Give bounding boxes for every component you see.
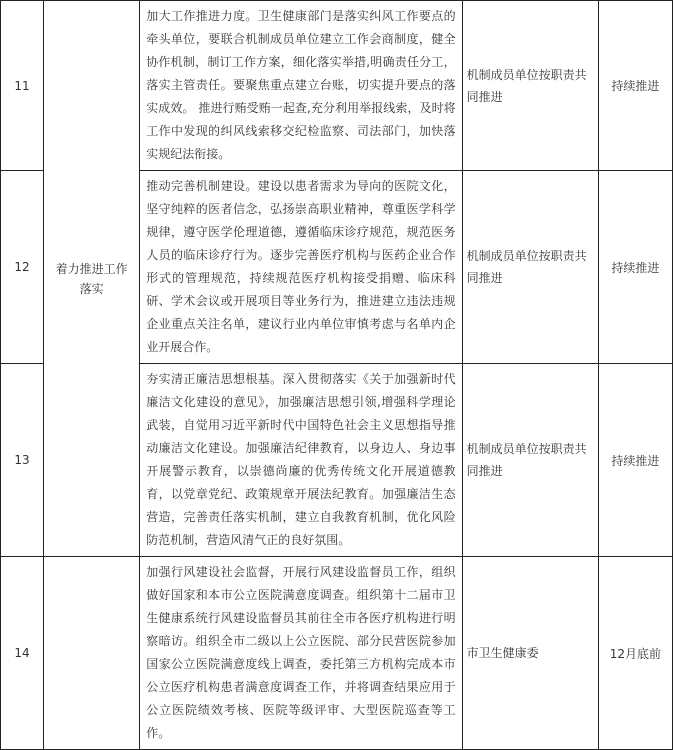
row-number: 14 <box>1 557 44 750</box>
table-row <box>1 1 673 171</box>
deadline: 持续推进 <box>598 171 672 364</box>
category-cell: 着力推进工作落实 <box>44 1 140 557</box>
task-description: 加大工作推进力度。卫生健康部门是落实纠风工作要点的牵头单位，要联合机制成员单位建立工作会商制度，健全协作机制，制订工作方案，细化落实举措,明确责任分工，落实主管责任。要聚焦重点建立台账，切实提升要点的落实成效。 推进行贿受贿一起查,充分利用举报线索，及时将工作中发现的纠风线索移交纪检监察、司法部门，加快落实规纪法衔接。 <box>140 1 462 171</box>
row-number: 11 <box>1 1 44 171</box>
responsible-unit: 机制成员单位按职责共同推进 <box>462 171 598 364</box>
deadline: 12月底前 <box>598 557 672 750</box>
task-description: 加强行风建设社会监督，开展行风建设监督员工作，组织做好国家和本市公立医院满意度调查。组织第十二届市卫生健康系统行风建设监督员其前往全市各医疗机构进行明察暗访。组织全市二级以上公立医院、部分民营医院参加国家公立医院满意度线上调查，委托第三方机构完成本市公立医疗机构患者满意度调查工作，并将调查结果应用于公立医院绩效考核、医院等级评审、大型医院巡查等工作。 <box>140 557 462 750</box>
row-number: 13 <box>1 364 44 557</box>
responsible-unit: 市卫生健康委 <box>462 557 598 750</box>
category-cell-empty <box>44 557 140 750</box>
row-number: 12 <box>1 171 44 364</box>
task-description: 夯实清正廉洁思想根基。深入贯彻落实《关于加强新时代廉洁文化建设的意见》，加强廉洁思想引领,增强科学理论武装，自觉用习近平新时代中国特色社会主义思想指导推动廉洁文化建设。加强廉洁纪律教育，以身边人、身边事开展警示教育，以崇德尚廉的优秀传统文化开展道德教育，以党章党纪、政策规章开展法纪教育。加强廉洁生态营造，完善责任落实机制，建立自我教育机制，优化风险防范机制，营造风清气正的良好氛围。 <box>140 364 462 557</box>
deadline: 持续推进 <box>598 364 672 557</box>
responsible-unit: 机制成员单位按职责共同推进 <box>462 364 598 557</box>
responsible-unit: 机制成员单位按职责共同推进 <box>462 1 598 171</box>
task-description: 推动完善机制建设。建设以患者需求为导向的医院文化，坚守纯粹的医者信念，弘扬崇高职业精神，尊重医学科学规律，遵守医学伦理道德，遵循临床诊疗规范，规范医务人员的临床诊疗行为。逐步完善医疗机构与医药企业合作形式的管理规范，持续规范医疗机构接受捐赠、临床科研、学术会议或开展项目等业务行为，推进建立违法违规企业重点关注名单，建议行业内单位审慎考虑与名单内企业开展合作。 <box>140 171 462 364</box>
table-row <box>1 557 673 750</box>
deadline: 持续推进 <box>598 1 672 171</box>
